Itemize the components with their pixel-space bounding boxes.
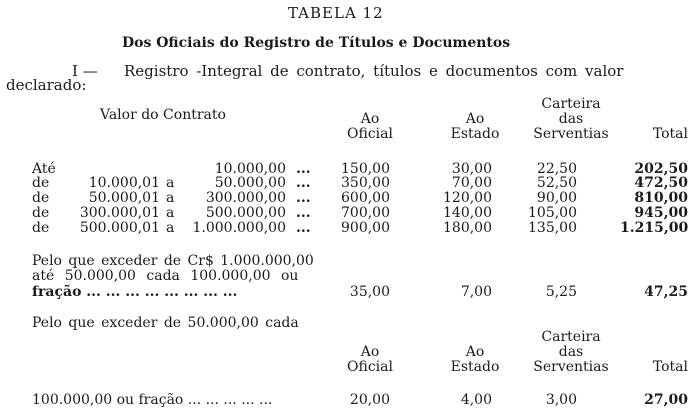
header2-ao-estado [445,345,505,375]
row-from: 300.000,01 [79,205,160,221]
row-oficial: 600,00 [341,190,390,206]
row-total: 945,00 [634,205,688,221]
header-ao-oficial-line1: Ao [360,111,380,127]
row-to: 50.000,00 [214,175,286,191]
excess1-line2: até 50.000,00 cada 100.000,00 ou [32,268,299,284]
row-carteira: 105,00 [528,205,577,221]
row-oficial: 150,00 [341,161,390,177]
row-dots: ... [296,190,311,206]
header2-carteira-line1: Carteira [541,329,601,345]
header-total: Total [652,126,688,142]
row-oficial: 900,00 [341,220,390,236]
row-to: 10.000,00 [214,161,286,177]
intro-line2: declarado: [6,76,87,94]
excess2-line2: 100.000,00 ou fração ... ... ... ... ... [32,392,273,408]
row-from: 50.000,01 [88,190,160,206]
row-label: Até [32,161,56,177]
excess2-estado: 4,00 [460,392,492,408]
row-total: 202,50 [634,161,688,177]
row-estado: 140,00 [443,205,492,221]
row-dots: ... [296,161,311,177]
excess1-carteira: 5,25 [545,284,577,300]
row-oficial: 700,00 [341,205,390,221]
header2-total: Total [652,359,688,375]
header2-carteira-line3: Serventias [533,359,609,375]
row-to: 300.000,00 [205,190,286,206]
table-title: TABELA 12 [288,4,384,22]
row-a: a [166,175,175,191]
row-to: 500.000,00 [205,205,286,221]
row-dots: ... [296,205,311,221]
header-ao-estado [445,112,505,142]
header2-carteira-line2: das [558,344,584,360]
header-ao-oficial [340,112,400,142]
intro-line1: Registro -Integral de contrato, títulos e documentos com valor [124,62,624,80]
row-carteira: 22,50 [536,161,577,177]
row-a: a [166,220,175,236]
row-estado: 120,00 [443,190,492,206]
header-carteira [525,97,617,142]
row-total: 472,50 [634,175,688,191]
excess2-carteira: 3,00 [545,392,577,408]
excess1-line1: Pelo que exceder de Cr$ 1.000.000,00 [32,253,314,269]
row-oficial: 350,00 [341,175,390,191]
header-carteira-line3: Serventias [533,126,609,142]
row-carteira: 135,00 [528,220,577,236]
header-valor-contrato: Valor do Contrato [100,107,226,123]
header2-ao-oficial-line2: Oficial [347,359,393,375]
header2-ao-oficial-line1: Ao [360,344,380,360]
row-dots: ... [296,220,311,236]
excess1-oficial: 35,00 [349,284,390,300]
header-carteira-line1: Carteira [541,96,601,112]
row-to: 1.000.000,00 [192,220,286,236]
row-estado: 30,00 [451,161,492,177]
row-estado: 70,00 [451,175,492,191]
row-dots: ... [296,175,311,191]
intro-numeral: I — [72,62,98,80]
excess1-total: 47,25 [644,284,688,300]
header2-ao-estado-line1: Ao [465,344,485,360]
header-ao-estado-line1: Ao [465,111,485,127]
excess2-total: 27,00 [644,392,688,408]
header-ao-estado-line2: Estado [450,126,500,142]
excess2-line1: Pelo que exceder de 50.000,00 cada [32,315,299,331]
header2-ao-estado-line2: Estado [450,359,500,375]
row-from: 500.000,01 [79,220,160,236]
row-a: a [166,190,175,206]
excess1-estado: 7,00 [460,284,492,300]
header2-carteira [525,330,617,375]
header-ao-oficial-line2: Oficial [347,126,393,142]
header2-ao-oficial [340,345,400,375]
row-total: 810,00 [634,190,688,206]
row-label: de [32,190,50,206]
row-carteira: 52,50 [536,175,577,191]
header-carteira-line2: das [558,111,584,127]
excess1-line3: fração ... ... ... ... ... ... ... ... [32,284,238,300]
row-from: 10.000,01 [88,175,160,191]
row-carteira: 90,00 [536,190,577,206]
row-label: de [32,220,50,236]
row-total: 1.215,00 [620,220,689,236]
excess2-oficial: 20,00 [349,392,390,408]
row-label: de [32,205,50,221]
table-subtitle: Dos Oficiais do Registro de Títulos e Documentos [122,35,511,51]
row-estado: 180,00 [443,220,492,236]
row-a: a [166,205,175,221]
row-label: de [32,175,50,191]
